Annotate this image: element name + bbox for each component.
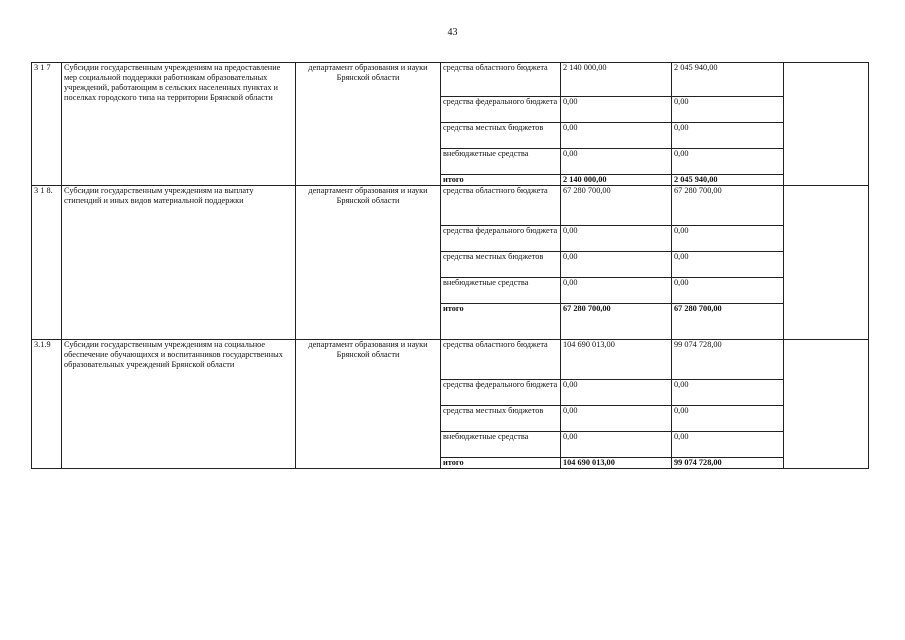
funding-value-1: 0,00 (561, 149, 672, 175)
empty-cell (784, 186, 869, 340)
item-number: 3 1 8. (32, 186, 62, 340)
funding-value-1: 0,00 (561, 123, 672, 149)
funding-source-label: средства местных бюджетов (441, 123, 561, 149)
item-number: 3.1.9 (32, 340, 62, 469)
item-number: 3 1 7 (32, 63, 62, 186)
funding-value-1: 0,00 (561, 278, 672, 304)
total-label: итого (441, 175, 561, 186)
funding-value-2: 99 074 728,00 (672, 340, 784, 380)
table-row (32, 186, 869, 226)
page-number: 43 (447, 27, 458, 38)
funding-source-label: средства местных бюджетов (441, 406, 561, 432)
funding-source-label: внебюджетные средства (441, 149, 561, 175)
total-value-1: 2 140 000,00 (561, 175, 672, 186)
funding-value-2: 2 045 940,00 (672, 63, 784, 97)
funding-value-2: 0,00 (672, 123, 784, 149)
funding-value-1: 0,00 (561, 406, 672, 432)
item-department: департамент образования и науки Брянской области (296, 186, 441, 340)
item-department: департамент образования и науки Брянской области (296, 340, 441, 469)
funding-source-label: внебюджетные средства (441, 278, 561, 304)
table-row (32, 63, 869, 97)
funding-value-2: 0,00 (672, 278, 784, 304)
funding-source-label: средства федерального бюджета (441, 97, 561, 123)
item-department: департамент образования и науки Брянской области (296, 63, 441, 186)
funding-value-1: 0,00 (561, 226, 672, 252)
funding-value-2: 0,00 (672, 97, 784, 123)
funding-value-2: 0,00 (672, 432, 784, 458)
funding-value-1: 67 280 700,00 (561, 186, 672, 226)
total-label: итого (441, 458, 561, 469)
funding-value-1: 0,00 (561, 432, 672, 458)
total-value-1: 67 280 700,00 (561, 304, 672, 340)
funding-value-1: 2 140 000,00 (561, 63, 672, 97)
total-value-2: 2 045 940,00 (672, 175, 784, 186)
funding-value-2: 0,00 (672, 380, 784, 406)
total-value-2: 99 074 728,00 (672, 458, 784, 469)
funding-value-2: 0,00 (672, 252, 784, 278)
total-label: итого (441, 304, 561, 340)
funding-source-label: внебюджетные средства (441, 432, 561, 458)
total-value-1: 104 690 013,00 (561, 458, 672, 469)
budget-table (31, 62, 869, 469)
funding-source-label: средства областного бюджета (441, 63, 561, 97)
total-value-2: 67 280 700,00 (672, 304, 784, 340)
funding-value-1: 0,00 (561, 380, 672, 406)
funding-source-label: средства областного бюджета (441, 186, 561, 226)
item-description: Субсидии государственным учреждениям на выплату стипендий и иных видов материальной поддержки (62, 186, 296, 340)
funding-source-label: средства областного бюджета (441, 340, 561, 380)
funding-source-label: средства местных бюджетов (441, 252, 561, 278)
funding-value-1: 104 690 013,00 (561, 340, 672, 380)
funding-source-label: средства федерального бюджета (441, 226, 561, 252)
table-row (32, 340, 869, 380)
funding-value-2: 67 280 700,00 (672, 186, 784, 226)
funding-value-2: 0,00 (672, 226, 784, 252)
funding-value-2: 0,00 (672, 149, 784, 175)
funding-value-1: 0,00 (561, 97, 672, 123)
funding-value-2: 0,00 (672, 406, 784, 432)
funding-source-label: средства федерального бюджета (441, 380, 561, 406)
funding-value-1: 0,00 (561, 252, 672, 278)
empty-cell (784, 63, 869, 186)
item-description: Субсидии государственным учреждениям на предоставление мер социальной поддержки работникам образовательных учреждений, работающим в сельских населенных пунктах и поселках городского типа на территории Брянской области (62, 63, 296, 186)
empty-cell (784, 340, 869, 469)
item-description: Субсидии государственным учреждениям на социальное обеспечение обучающихся и воспитанников государственных образовательных учреждений Брянской области (62, 340, 296, 469)
